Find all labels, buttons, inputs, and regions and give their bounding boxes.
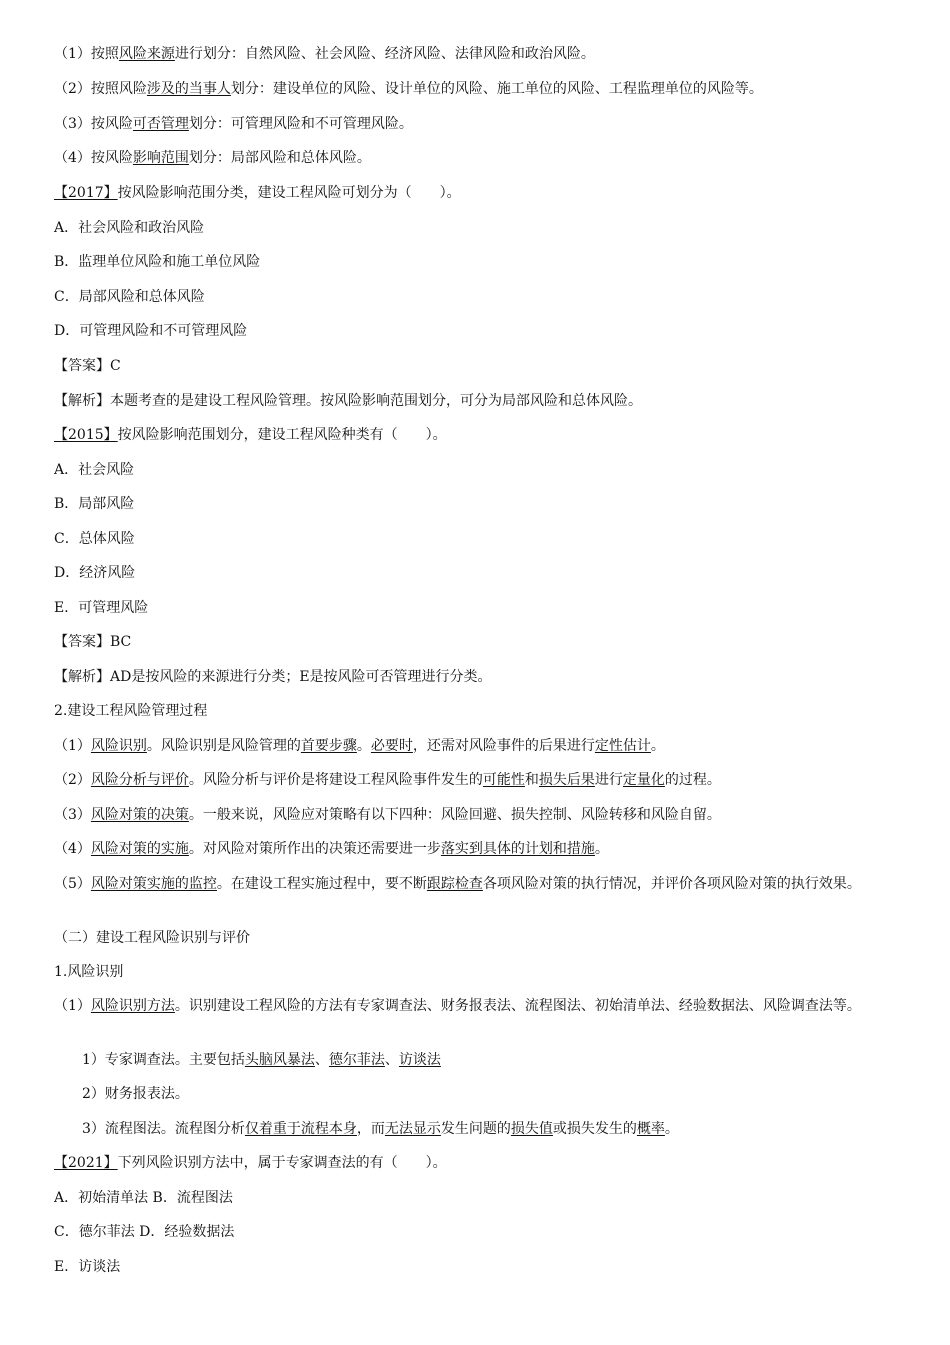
question-2015-option-c: C．总体风险	[54, 531, 135, 547]
classification-item-1: （1）按照风险来源进行划分：自然风险、社会风险、经济风险、法律风险和政治风险。	[54, 46, 595, 62]
question-2021-option-cd: C．德尔菲法 D．经验数据法	[54, 1224, 235, 1240]
question-2015-option-d: D．经济风险	[54, 565, 136, 581]
identify-method-expert: 1）专家调查法。主要包括头脑风暴法、德尔菲法、访谈法	[82, 1052, 441, 1068]
identify-subheading: 1.风险识别	[54, 964, 124, 980]
classification-item-3: （3）按风险可否管理划分：可管理风险和不可管理风险。	[54, 116, 413, 132]
classification-item-2: （2）按照风险涉及的当事人划分：建设单位的风险、设计单位的风险、施工单位的风险、工程监理单位的风险等。	[54, 81, 763, 97]
process-step-1: （1）风险识别。风险识别是风险管理的首要步骤。必要时，还需对风险事件的后果进行定性估计。	[54, 738, 665, 754]
question-2015-analysis: 【解析】AD是按风险的来源进行分类；E是按风险可否管理进行分类。	[54, 669, 492, 685]
question-2017-option-b: B．监理单位风险和施工单位风险	[54, 254, 261, 270]
question-2017-option-c: C．局部风险和总体风险	[54, 289, 205, 305]
process-step-2: （2）风险分析与评价。风险分析与评价是将建设工程风险事件发生的可能性和损失后果进行定量化的过程。	[54, 772, 721, 788]
process-step-5: （5）风险对策实施的监控。在建设工程实施过程中，要不断跟踪检查各项风险对策的执行情况，并评价各项风险对策的执行效果。	[54, 876, 861, 892]
question-2021-option-ab: A．初始清单法 B．流程图法	[54, 1190, 233, 1206]
identify-method-flowchart: 3）流程图法。流程图分析仅着重于流程本身，而无法显示发生问题的损失值或损失发生的概率。	[82, 1121, 679, 1137]
question-2015-answer: 【答案】BC	[54, 634, 132, 650]
question-2015-option-a: A．社会风险	[54, 462, 135, 478]
identify-methods: （1）风险识别方法。识别建设工程风险的方法有专家调查法、财务报表法、流程图法、初始清单法、经验数据法、风险调查法等。	[54, 998, 861, 1014]
process-step-4: （4）风险对策的实施。对风险对策所作出的决策还需要进一步落实到具体的计划和措施。	[54, 841, 609, 857]
question-2017-answer: 【答案】C	[54, 358, 121, 374]
question-2015-option-b: B．局部风险	[54, 496, 135, 512]
classification-item-4: （4）按风险影响范围划分：局部风险和总体风险。	[54, 150, 371, 166]
question-2015-option-e: E．可管理风险	[54, 600, 149, 616]
process-step-3: （3）风险对策的决策。一般来说，风险应对策略有以下四种：风险回避、损失控制、风险转移和风险自留。	[54, 807, 721, 823]
identify-heading: （二）建设工程风险识别与评价	[54, 930, 250, 946]
question-2021-stem: 【2021】下列风险识别方法中，属于专家调查法的有（ ）。	[54, 1155, 447, 1171]
question-2015-stem: 【2015】按风险影响范围划分，建设工程风险种类有（ ）。	[54, 427, 447, 443]
question-2017-analysis: 【解析】本题考查的是建设工程风险管理。按风险影响范围划分，可分为局部风险和总体风险。	[54, 393, 642, 409]
question-2021-option-e: E．访谈法	[54, 1259, 121, 1275]
question-2017-stem: 【2017】按风险影响范围分类，建设工程风险可划分为（ ）。	[54, 185, 461, 201]
question-2017-option-a: A．社会风险和政治风险	[54, 220, 205, 236]
question-2017-option-d: D．可管理风险和不可管理风险	[54, 323, 248, 339]
identify-method-financial: 2）财务报表法。	[82, 1086, 189, 1102]
process-heading: 2.建设工程风险管理过程	[54, 703, 208, 719]
